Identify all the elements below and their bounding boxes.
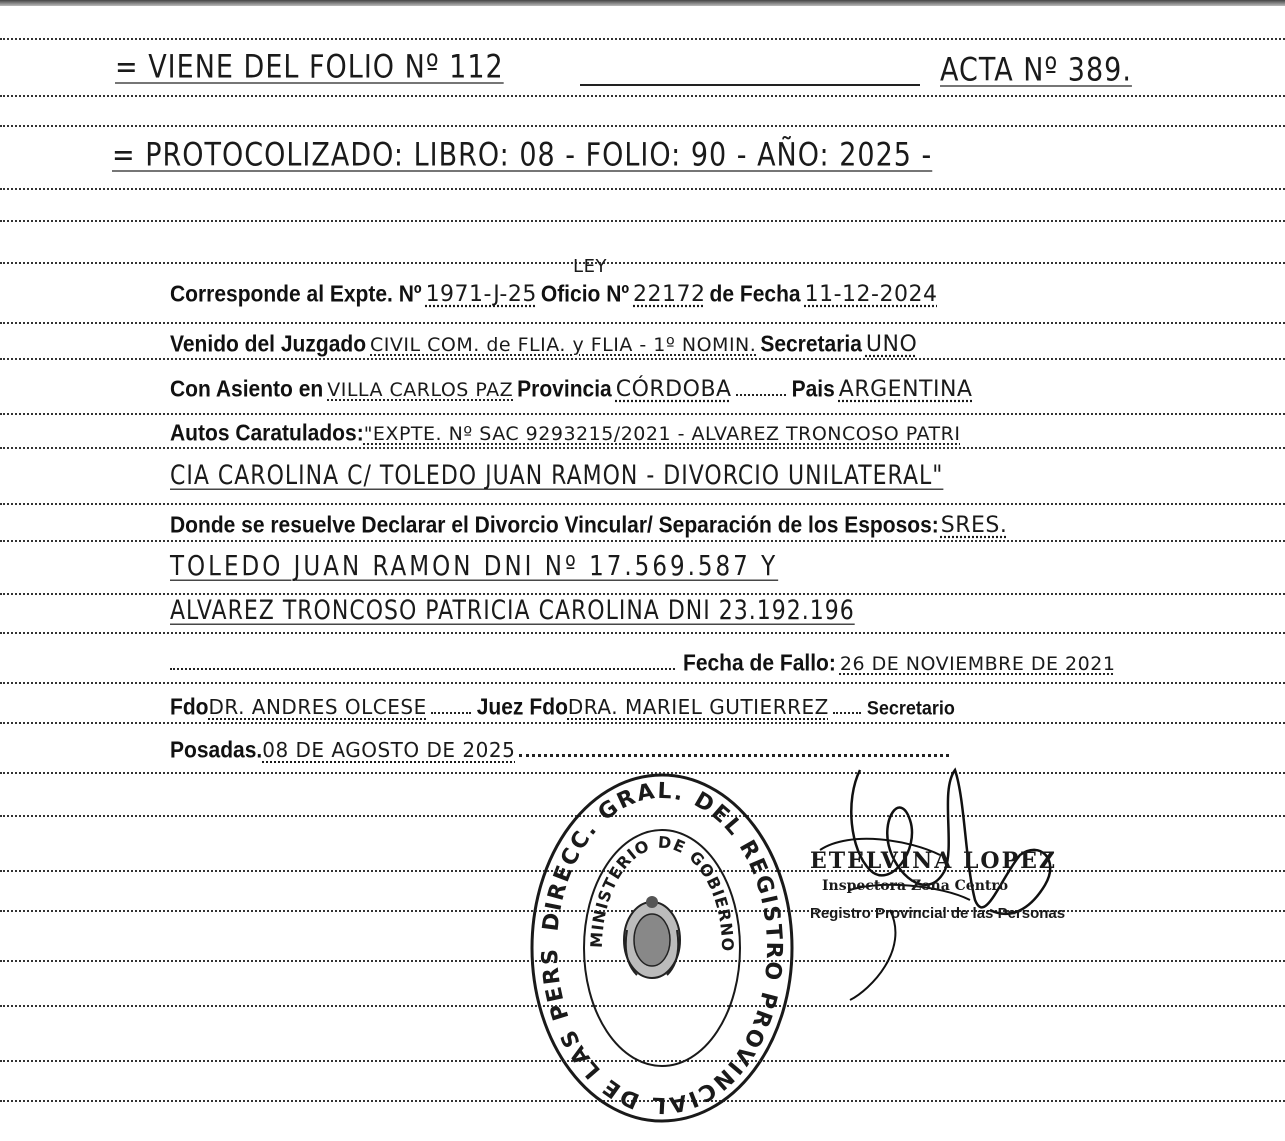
juzgado-line [170, 332, 921, 357]
dotted-fill [833, 698, 861, 714]
oficio-superscript: LEY [573, 256, 607, 277]
fdo2-value: DRA. MARIEL GUTIERREZ [567, 695, 829, 719]
fecha-fallo-label: Fecha de Fallo: [683, 650, 836, 677]
ruled-line [0, 632, 1285, 634]
oficio-number: 22172 [633, 282, 706, 307]
donde-line [170, 513, 1011, 538]
secretaria-value: UNO [865, 332, 918, 357]
ruled-line [0, 125, 1285, 127]
ruled-line [0, 358, 1285, 360]
pais-label: Pais [791, 376, 835, 403]
provincia-value: CÓRDOBA [615, 377, 732, 402]
ruled-line [0, 682, 1285, 684]
signature-area [790, 760, 1090, 1010]
fallo-line [170, 652, 1119, 676]
fecha-label: de Fecha [709, 281, 801, 308]
juzgado-value: CIVIL COM. de FLIA. y FLIA - 1º NOMIN. [370, 334, 757, 356]
asiento-label: Con Asiento en [170, 376, 324, 403]
fdo-label: Fdo [170, 694, 209, 721]
donde-label: Donde se resuelve Declarar el Divorcio Vincular/ Separación de los Esposos: [170, 512, 939, 539]
ruled-line [0, 503, 1285, 505]
donde-value: SRES. [940, 513, 1008, 538]
asiento-value: VILLA CARLOS PAZ [327, 379, 514, 401]
ruled-line [0, 322, 1285, 324]
pais-value: ARGENTINA [838, 377, 973, 402]
ruled-line [0, 722, 1285, 724]
ruled-line [0, 262, 1285, 264]
official-seal [527, 770, 797, 1125]
viene-del-folio: = VIENE DEL FOLIO Nº 112 [115, 48, 504, 86]
ruled-line [0, 593, 1285, 595]
dotted-fill [736, 380, 786, 396]
oficio-label: Oficio Nº [540, 281, 630, 308]
seal-svg [527, 770, 797, 1125]
posadas-label: Posadas. [170, 737, 263, 764]
stamp-name: ETELVINA LOPEZ [810, 848, 1057, 874]
posadas-fill-line [519, 754, 949, 757]
autos-label: Autos Caratulados: [170, 420, 364, 447]
expte-value: 1971-J-25 [425, 282, 537, 307]
fecha-value: 11-12-2024 [804, 282, 938, 307]
venido-label: Venido del Juzgado [170, 331, 367, 358]
ruled-line [0, 38, 1285, 40]
ruled-line [0, 540, 1285, 542]
esposo-2: ALVAREZ TRONCOSO PATRICIA CAROLINA DNI 23.192.196 [170, 596, 855, 626]
stamp-office: Registro Provincial de las Personas [810, 905, 1066, 922]
esposo-1: TOLEDO JUAN RAMON DNI Nº 17.569.587 Y [170, 550, 779, 582]
expte-label: Corresponde al Expte. Nº [170, 281, 422, 308]
asiento-line [170, 377, 976, 402]
seal-inner-text: MINISTERIO DE GOBIERNO [586, 832, 738, 953]
coat-of-arms-emblem [624, 896, 680, 978]
juez-label: Juez [476, 694, 524, 721]
secretaria-label: Secretaria [760, 331, 862, 358]
autos-value-2: CIA CAROLINA C/ TOLEDO JUAN RAMON - DIVORCIO UNILATERAL" [170, 461, 944, 491]
ruled-line [0, 95, 1285, 97]
dotted-fill [170, 654, 675, 670]
ruled-line [0, 188, 1285, 190]
ruled-line [0, 447, 1285, 449]
dotted-fill [431, 698, 471, 714]
protocolizado: = PROTOCOLIZADO: LIBRO: 08 - FOLIO: 90 - AÑO: 2025 - [112, 136, 933, 174]
expte-line [170, 256, 941, 308]
firmas-line [170, 695, 955, 720]
provincia-label: Provincia [517, 376, 612, 403]
fdo2-label: Fdo [529, 694, 568, 721]
fecha-fallo-value: 26 DE NOVIEMBRE DE 2021 [839, 653, 1116, 675]
header-dash-line [580, 84, 920, 86]
ruled-line [0, 413, 1285, 415]
stamp-title: Inspectora Zona Centro [822, 878, 1009, 894]
autos-line [170, 422, 964, 446]
ruled-line [0, 220, 1285, 222]
secretario-label: Secretario [866, 696, 955, 719]
autos-value-1: "EXPTE. Nº SAC 9293215/2021 - ALVAREZ TRONCOSO PATRI [363, 423, 961, 445]
scan-top-edge [0, 0, 1285, 6]
fdo-value: DR. ANDRES OLCESE [208, 695, 427, 719]
acta-number: ACTA Nº 389. [940, 51, 1132, 89]
seal-outer-text: DIRECC. GRAL. DEL REGISTRO PROVINCIAL DE LAS PERS [537, 778, 787, 1118]
posadas-value: 08 DE AGOSTO DE 2025 [262, 738, 516, 762]
